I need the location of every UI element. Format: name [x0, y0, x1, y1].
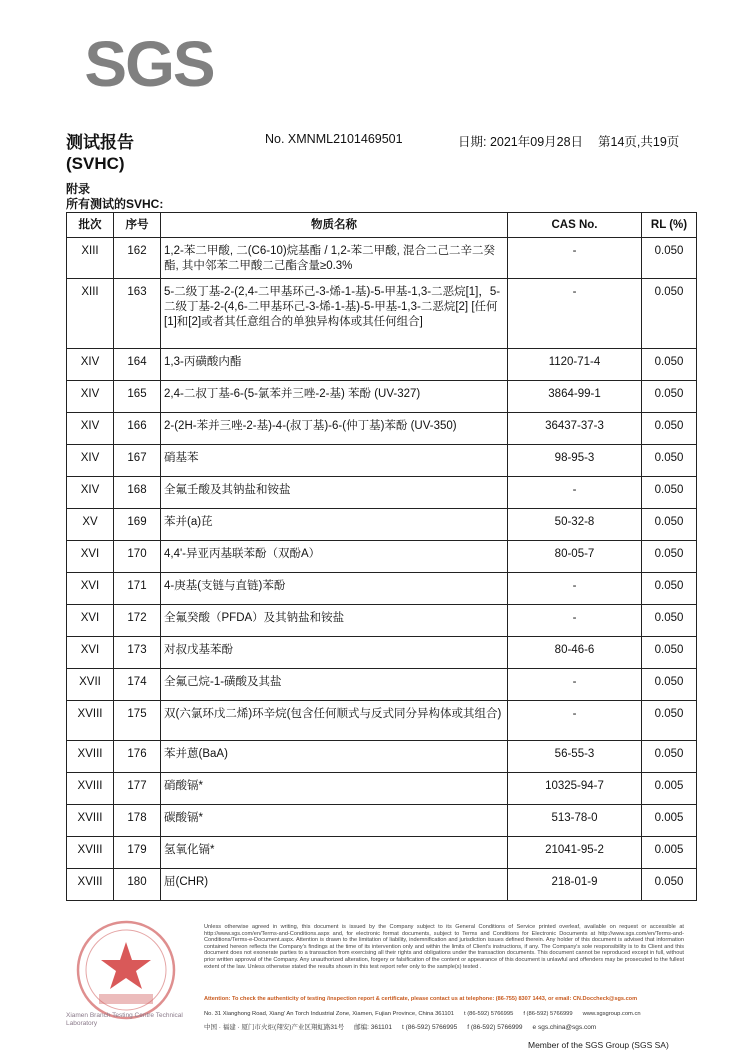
table-row [67, 541, 697, 573]
report-date: 日期: 2021年09月28日 [458, 135, 584, 149]
cell-substance-name: 屈(CHR) [161, 869, 508, 901]
svhc-table [66, 212, 697, 901]
cell-number: 173 [114, 637, 161, 669]
header-rl: RL (%) [642, 213, 697, 238]
cell-rl: 0.050 [642, 605, 697, 637]
cell-rl: 0.050 [642, 573, 697, 605]
cell-cas-no: 80-46-6 [508, 637, 642, 669]
cell-number: 179 [114, 837, 161, 869]
cell-batch: XIV [67, 477, 114, 509]
cell-rl: 0.050 [642, 541, 697, 573]
table-row [67, 669, 697, 701]
cell-substance-name: 4,4'-异亚丙基联苯酚（双酚A） [161, 541, 508, 573]
cell-batch: XIV [67, 381, 114, 413]
cell-rl: 0.005 [642, 773, 697, 805]
cell-substance-name: 苯并蒽(BaA) [161, 741, 508, 773]
cell-rl: 0.050 [642, 381, 697, 413]
cell-cas-no: 36437-37-3 [508, 413, 642, 445]
address-english [204, 1011, 694, 1017]
cell-batch: XIII [67, 238, 114, 279]
table-row [67, 279, 697, 349]
cell-substance-name: 氢氧化镉* [161, 837, 508, 869]
cell-batch: XVIII [67, 837, 114, 869]
cell-rl: 0.050 [642, 701, 697, 741]
cell-substance-name: 硝酸镉* [161, 773, 508, 805]
header-cas-no: CAS No. [508, 213, 642, 238]
cell-number: 172 [114, 605, 161, 637]
table-row [67, 413, 697, 445]
cell-substance-name: 碳酸镉* [161, 805, 508, 837]
cell-substance-name: 5-二级丁基-2-(2,4-二甲基环己-3-烯-1-基)-5-甲基-1,3-二恶烷[1]，5-二级丁基-2-(4,6-二甲基环己-3-烯-1-基)-5-甲基-1,3-二恶烷[2] [任何[1]和[2]或者其任意组合的单独异构体或其任何组合] [161, 279, 508, 349]
email: e sgs.china@sgs.com [532, 1024, 597, 1031]
table-row [67, 573, 697, 605]
header-substance-name: 物质名称 [161, 213, 508, 238]
cell-batch: XV [67, 509, 114, 541]
table-row [67, 805, 697, 837]
star-icon [101, 942, 151, 989]
table-row [67, 445, 697, 477]
table-row [67, 869, 697, 901]
cell-number: 168 [114, 477, 161, 509]
cell-batch: XVII [67, 669, 114, 701]
cell-rl: 0.050 [642, 349, 697, 381]
appendix-label: 附录 [66, 182, 91, 196]
cell-substance-name: 全氟壬酸及其钠盐和铵盐 [161, 477, 508, 509]
cell-number: 171 [114, 573, 161, 605]
cell-number: 167 [114, 445, 161, 477]
table-row [67, 381, 697, 413]
cell-rl: 0.050 [642, 637, 697, 669]
cell-rl: 0.050 [642, 238, 697, 279]
address-chinese [204, 1022, 694, 1031]
cell-rl: 0.050 [642, 509, 697, 541]
cell-cas-no: - [508, 477, 642, 509]
cell-batch: XVIII [67, 773, 114, 805]
table-row [67, 701, 697, 741]
cell-number: 178 [114, 805, 161, 837]
cell-substance-name: 双(六氯环戊二烯)环辛烷(包含任何顺式与反式同分异构体或其组合) [161, 701, 508, 741]
report-number: No. XMNML2101469501 [265, 132, 403, 146]
report-title: 测试报告 [66, 133, 134, 152]
header-number: 序号 [114, 213, 161, 238]
cell-cas-no: - [508, 669, 642, 701]
cell-rl: 0.050 [642, 869, 697, 901]
cell-rl: 0.050 [642, 413, 697, 445]
cell-cas-no: - [508, 605, 642, 637]
cell-cas-no: - [508, 701, 642, 741]
cell-batch: XIII [67, 279, 114, 349]
cell-batch: XIV [67, 349, 114, 381]
cell-substance-name: 4-庚基(支链与直链)苯酚 [161, 573, 508, 605]
cell-rl: 0.005 [642, 837, 697, 869]
cell-substance-name: 1,3-丙磺酸内酯 [161, 349, 508, 381]
cell-cas-no: 3864-99-1 [508, 381, 642, 413]
cell-number: 164 [114, 349, 161, 381]
cell-substance-name: 全氟己烷-1-磺酸及其盐 [161, 669, 508, 701]
cell-cas-no: - [508, 573, 642, 605]
cell-rl: 0.050 [642, 445, 697, 477]
cell-number: 163 [114, 279, 161, 349]
cell-number: 177 [114, 773, 161, 805]
table-header-row [67, 213, 697, 238]
cell-number: 174 [114, 669, 161, 701]
tested-svhc-label: 所有测试的SVHC: [66, 197, 164, 211]
cell-batch: XVIII [67, 805, 114, 837]
cell-cas-no: 218-01-9 [508, 869, 642, 901]
cell-rl: 0.050 [642, 669, 697, 701]
fax-cn: f (86-592) 5766999 [467, 1024, 523, 1031]
cell-number: 169 [114, 509, 161, 541]
cell-rl: 0.050 [642, 477, 697, 509]
cell-number: 176 [114, 741, 161, 773]
cell-number: 170 [114, 541, 161, 573]
cell-cas-no: 10325-94-7 [508, 773, 642, 805]
table-row [67, 509, 697, 541]
seal-caption: Xiamen Branch Testing Centre Technical Laboratory [66, 1012, 183, 1027]
cell-cas-no: 1120-71-4 [508, 349, 642, 381]
cell-cas-no: 56-55-3 [508, 741, 642, 773]
phone-cn: t (86-592) 5766995 [401, 1024, 458, 1031]
cell-substance-name: 2,4-二叔丁基-6-(5-氯苯并三唑-2-基) 苯酚 (UV-327) [161, 381, 508, 413]
header-batch: 批次 [67, 213, 114, 238]
cell-number: 162 [114, 238, 161, 279]
cell-substance-name: 对叔戊基苯酚 [161, 637, 508, 669]
cell-substance-name: 2-(2H-苯并三唑-2-基)-4-(叔丁基)-6-(仲丁基)苯酚 (UV-350) [161, 413, 508, 445]
table-row [67, 773, 697, 805]
cell-cas-no: 513-78-0 [508, 805, 642, 837]
member-statement: Member of the SGS Group (SGS SA) [528, 1040, 669, 1050]
cell-batch: XIV [67, 445, 114, 477]
cell-cas-no: 50-32-8 [508, 509, 642, 541]
website: www.sgsgroup.com.cn [582, 1011, 641, 1017]
page-indicator: 第14页,共19页 [598, 135, 680, 149]
cell-rl: 0.005 [642, 805, 697, 837]
cell-rl: 0.050 [642, 279, 697, 349]
cell-batch: XVI [67, 541, 114, 573]
fax: f (86-592) 5766999 [523, 1011, 573, 1017]
cell-cas-no: 21041-95-2 [508, 837, 642, 869]
cell-batch: XVIII [67, 701, 114, 741]
cell-number: 175 [114, 701, 161, 741]
cell-cas-no: - [508, 279, 642, 349]
table-row [67, 637, 697, 669]
cell-batch: XIV [67, 413, 114, 445]
cell-batch: XVIII [67, 741, 114, 773]
cell-substance-name: 全氟癸酸（PFDA）及其钠盐和铵盐 [161, 605, 508, 637]
cell-substance-name: 1,2-苯二甲酸, 二(C6-10)烷基酯 / 1,2-苯二甲酸, 混合二己二辛二癸酯, 其中邻苯二甲酸二己酯含量≥0.3% [161, 238, 508, 279]
cell-number: 165 [114, 381, 161, 413]
cell-cas-no: 80-05-7 [508, 541, 642, 573]
address-cn-text: 中国 · 福建 · 厦门市火炬(翔安)产业区翔虹路31号 [204, 1024, 345, 1031]
table-row [67, 238, 697, 279]
cell-batch: XVI [67, 637, 114, 669]
cell-batch: XVIII [67, 869, 114, 901]
sgs-logo [84, 28, 214, 100]
table-row [67, 477, 697, 509]
table-row [67, 605, 697, 637]
table-row [67, 741, 697, 773]
postcode: 邮编: 361101 [354, 1024, 392, 1031]
cell-cas-no: 98-95-3 [508, 445, 642, 477]
authenticity-notice: Attention: To check the authenticity of testing /inspection report & certificate, please contact us at telephone: (86-755) 8307 1443, or email: CN.Doccheck@sgs.com [204, 996, 638, 1002]
table-row [67, 837, 697, 869]
sgs-logo-text: SGS [84, 28, 214, 100]
report-subtitle: (SVHC) [66, 154, 125, 173]
phone: t (86-592) 5766995 [464, 1011, 514, 1017]
cell-batch: XVI [67, 605, 114, 637]
cell-substance-name: 苯并(a)芘 [161, 509, 508, 541]
cell-batch: XVI [67, 573, 114, 605]
address-en-text: No. 31 Xianghong Road, Xiang' An Torch Industrial Zone, Xiamen, Fujian Province, China 361101 [204, 1011, 454, 1017]
cell-substance-name: 硝基苯 [161, 445, 508, 477]
cell-rl: 0.050 [642, 741, 697, 773]
terms-text: Unless otherwise agreed in writing, this document is issued by the Company subject to its General Conditions of Service printed overleaf, available on request or accessible at http://www.sgs.com/en/Terms-and-Conditions.aspx and, for electronic format documents, subject to Terms and Conditions for Electronic Documents at http://www.sgs.com/en/Terms-and-Conditions/Terms-e-Document.aspx. Attention is drawn to the limitation of liability, indemnification and jurisdiction issues defined therein. Any holder of this document is advised that information contained hereon reflects the Company's findings at the time of its intervention only and within the limits of Client's instructions, if any. The Company's sole responsibility is to its Client and this document does not exonerate parties to a transaction from exercising all their rights and obligations under the transaction documents. This document cannot be reproduced except in full, without prior written approval of the Company. Any unauthorized alteration, forgery or falsification of the content or appearance of this document is unlawful and offenders may be prosecuted to the fullest extent of the law. Unless otherwise stated the results shown in this test report refer only to the sample(s) tested . [204, 924, 684, 970]
table-row [67, 349, 697, 381]
cell-number: 166 [114, 413, 161, 445]
cell-number: 180 [114, 869, 161, 901]
cell-cas-no: - [508, 238, 642, 279]
